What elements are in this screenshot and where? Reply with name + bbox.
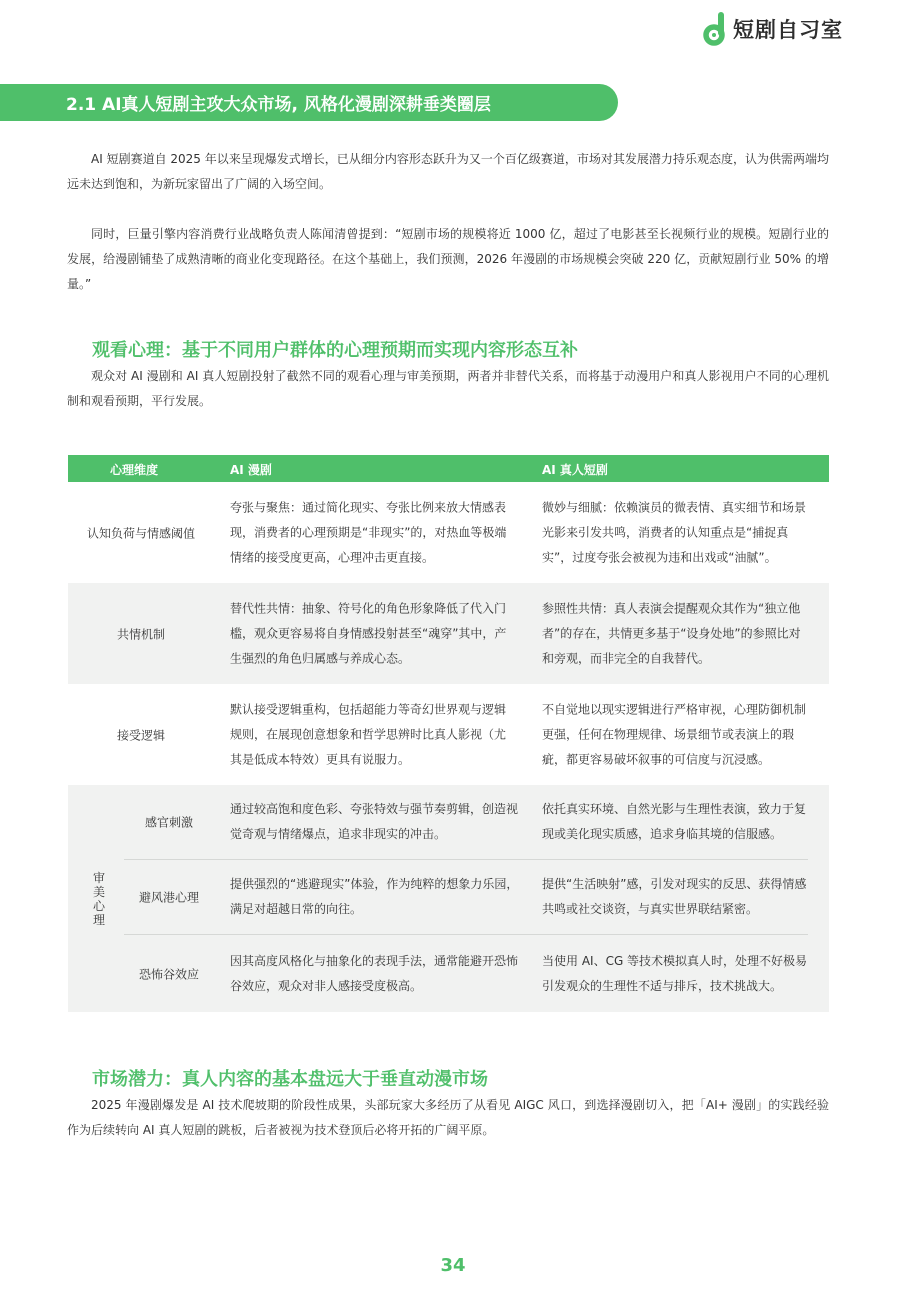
header-dimension: 心理维度 — [110, 463, 159, 477]
d-logo-icon — [703, 12, 727, 46]
cell-ai-live: 当使用 AI、CG 等技术模拟真人时，处理不好极易引发观众的生理性不适与排斥，技术挑战大。 — [542, 954, 808, 993]
cell-ai-live: 不自觉地以现实逻辑进行严格审视，心理防御机制更强，任何在物理规律、场景细节或表演上的瑕疵，都更容易破坏叙事的可信度与沉浸感。 — [542, 702, 807, 766]
comparison-table — [68, 455, 829, 1012]
cell-ai-anime: 因其高度风格化与抽象化的表现手法，通常能避开恐怖谷效应，观众对非人感接受度极高。 — [230, 954, 519, 993]
brand-logo — [703, 12, 843, 46]
quote-paragraph: 同时，巨量引擎内容消费行业战略负责人陈闻清曾提到：“短剧市场的规模将近 1000 亿，超过了电影甚至长视频行业的规模。短剧行业的发展，给漫剧铺垫了成熟清晰的商业化变现路径。在这个基础上，我们预测，2026 年漫剧的市场规模会突破 220 亿，贡献短剧行业 50% 的增量。” — [67, 227, 829, 291]
viewing-paragraph: 观众对 AI 漫剧和 AI 真人短剧投射了截然不同的观看心理与审美预期，两者并非替代关系，而将基于动漫用户和真人影视用户不同的心理机制和观看预期，平行发展。 — [67, 369, 829, 408]
cell-ai-live: 参照性共情：真人表演会提醒观众其作为“独立他者”的存在，共情更多基于“设身处地”的参照比对和旁观，而非完全的自我替代。 — [542, 601, 801, 665]
cell-ai-anime: 替代性共情：抽象、符号化的角色形象降低了代入门槛，观众更容易将自身情感投射甚至“魂穿”其中，产生强烈的角色归属感与养成心态。 — [230, 601, 507, 665]
row-dimension: 认知负荷与情感阈值 — [86, 526, 195, 540]
cell-ai-anime: 夸张与聚焦：通过简化现实、夸张比例来放大情感表现，消费者的心理预期是“非现实”的，对热血等极端情绪的接受度更高，心理冲击更直接。 — [230, 500, 507, 564]
cell-ai-anime: 通过较高饱和度色彩、夸张特效与强节奏剪辑，创造视觉奇观与情绪爆点，追求非现实的冲击。 — [230, 802, 519, 841]
intro-paragraph: AI 短剧赛道自 2025 年以来呈现爆发式增长，已从细分内容形态跃升为又一个百亿级赛道，市场对其发展潜力持乐观态度，认为供需两端均远未达到饱和，为新玩家留出了广阔的入场空间。 — [67, 152, 829, 191]
subheading-viewing-psychology: 观看心理：基于不同用户群体的心理预期而实现内容形态互补 — [92, 340, 578, 361]
cell-ai-live: 微妙与细腻：依赖演员的微表情、真实细节和场景光影来引发共鸣，消费者的认知重点是“捕捉真实”，过度夸张会被视为违和出戏或“油腻”。 — [542, 500, 807, 564]
table-row — [124, 785, 808, 860]
cell-ai-live: 提供“生活映射”感，引发对现实的反思、获得情感共鸣或社交谈资，与真实世界联结紧密。 — [542, 877, 807, 916]
page-number: 34 — [440, 1255, 466, 1276]
table-row — [68, 684, 829, 785]
cell-ai-anime: 提供强烈的“逃避现实”体验，作为纯粹的想象力乐园，满足对超越日常的向往。 — [230, 877, 519, 916]
row-dimension: 感官刺激 — [144, 815, 193, 830]
cell-ai-anime: 默认接受逻辑重构，包括超能力等奇幻世界观与逻辑规则，在展现创意想象和哲学思辨时比真人影视（尤其是低成本特效）更具有说服力。 — [230, 702, 507, 766]
row-dimension: 避风港心理 — [138, 890, 199, 905]
subheading-market-potential: 市场潜力：真人内容的基本盘远大于垂直动漫市场 — [92, 1069, 488, 1090]
header-ai-anime: AI 漫剧 — [230, 463, 272, 477]
row-dimension: 恐怖谷效应 — [138, 967, 199, 982]
table-row — [68, 482, 829, 583]
cell-ai-live: 依托真实环境、自然光影与生理性表演，致力于复现或美化现实质感，追求身临其境的信服感。 — [542, 802, 807, 841]
section-title-bar — [0, 84, 618, 121]
header-ai-live: AI 真人短剧 — [542, 463, 608, 477]
table-row — [68, 583, 829, 684]
table-header — [68, 455, 829, 482]
row-dimension: 接受逻辑 — [116, 728, 165, 742]
aesthetic-group — [68, 785, 829, 1012]
section-title: 2.1 AI真人短剧主攻大众市场, 风格化漫剧深耕垂类圈层 — [66, 95, 491, 115]
aesthetic-group-label: 审美心理 — [92, 870, 105, 927]
brand-name: 短剧自习室 — [733, 18, 843, 42]
market-paragraph: 2025 年漫剧爆发是 AI 技术爬坡期的阶段性成果，头部玩家大多经历了从看见 AIGC 风口，到选择漫剧切入，把「AI+ 漫剧」的实践经验作为后续转向 AI 真人短剧的跳板，后者被视为技术登顶后必将开拓的广阔平原。 — [67, 1098, 829, 1137]
table-row — [124, 936, 808, 1012]
row-dimension: 共情机制 — [116, 627, 165, 641]
table-row — [124, 860, 808, 935]
